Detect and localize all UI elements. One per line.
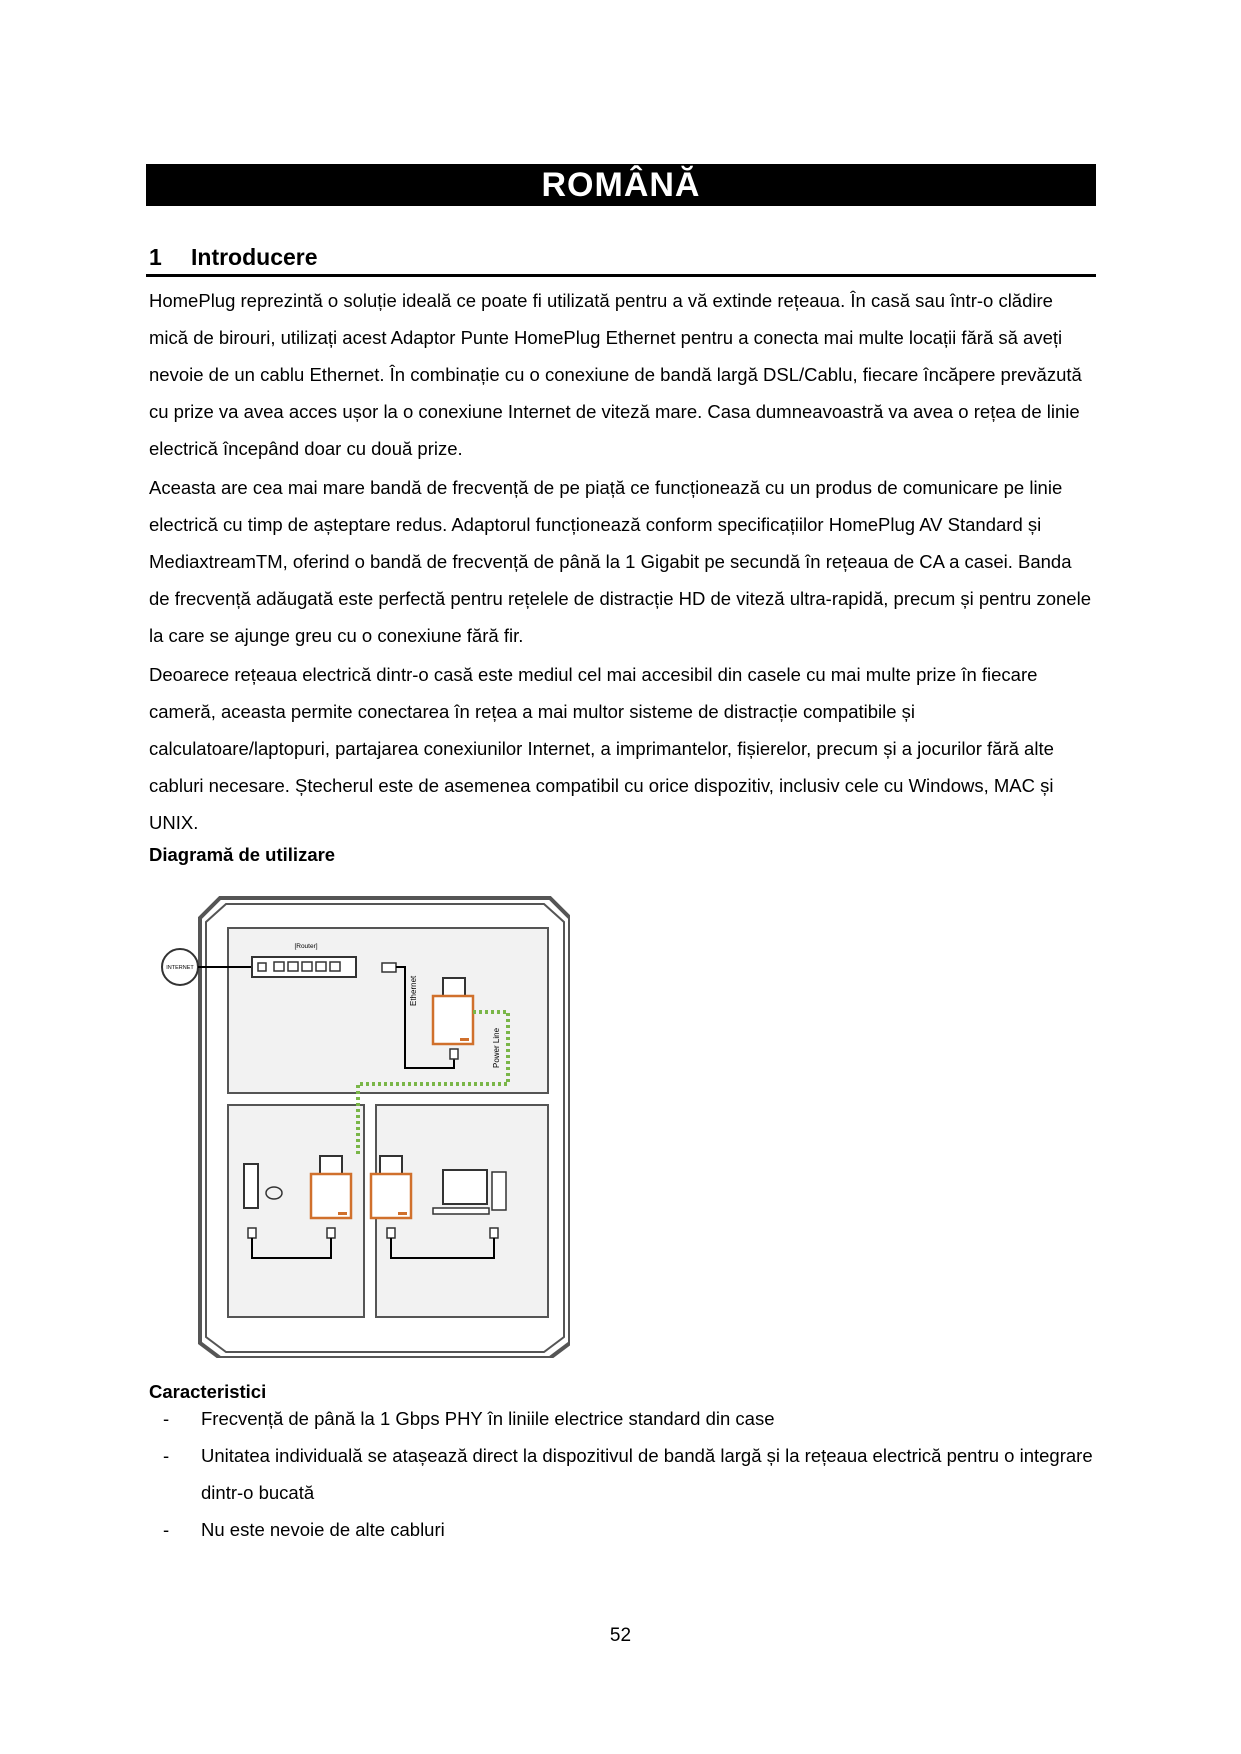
plug-icon-top [450,1049,458,1059]
list-item-text: Unitatea individuală se atașează direct la dispozitivul de bandă largă și la rețeaua electrică pentru o integrare dintr-o bucată [201,1445,1093,1503]
section-heading [149,242,1094,272]
router-label: [Router] [294,943,318,950]
list-bullet: - [163,1445,170,1466]
ethernet-label: Ethernet [409,975,418,1006]
list-bullet: - [163,1519,170,1540]
intro-paragraph-1: HomePlug reprezintă o soluție ideală ce poate fi utilizată pentru a vă extinde rețeaua. În casă sau într-o clădire mică de birouri, utilizați acest Adaptor Punte HomePlug Ethernet pentru a conecta mai multe locații fără să aveți nevoie de un cablu Ethernet. În combinație cu o conexiune de bandă largă DSL/Cablu, fiecare încăpere prevăzută cu prize va avea acces ușor la o conexiune Internet de viteză mare. Casa dumneavoastră va avea o rețea de linie electrică începând doar cu două prize. [149,290,1082,459]
plug-icon-left-a [248,1228,256,1238]
adapter-right [371,1174,411,1218]
powerline-label: Power Line [492,1027,501,1068]
list-item [149,1511,1097,1548]
internet-label: INTERNET [166,965,194,971]
ethernet-plug-icon [382,963,396,972]
section-title: Introducere [191,244,318,270]
computer-monitor-icon [443,1170,487,1204]
language-title-banner: ROMÂNĂ [146,164,1096,206]
intro-paragraph-3: Deoarece rețeaua electrică dintr-o casă este mediul cel mai accesibil din casele cu mai multe prize în fiecare cameră, aceasta permite conectarea în rețea a mai multor sisteme de distracție compatibile și calculatoare/laptopuri, partajarea conexiunilor Internet, a imprimantelor, fișierelor, precum și a jocurilor fără alte cabluri necesare. Ștecherul este de asemenea compatibil cu orice dispozitiv, inclusiv cele cu Windows, MAC și UNIX. [149,664,1054,833]
usage-diagram [140,888,570,1358]
section-number: 1 [149,244,162,270]
list-item-text: Frecvență de până la 1 Gbps PHY în liniile electrice standard din case [201,1408,775,1429]
list-item [149,1400,1097,1437]
page-number: 52 [609,1625,632,1646]
features-list [149,1400,1097,1548]
game-console-icon [244,1164,258,1208]
section-divider [146,274,1096,277]
features-heading: Caracteristici [149,1381,267,1402]
intro-paragraph-2: Aceasta are cea mai mare bandă de frecvență de pe piață ce funcționează cu un produs de comunicare pe linie electrică cu timp de așteptare redus. Adaptorul funcționează conform specificațiilor HomePlug AV Standard și MediaxtreamTM, oferind o bandă de frecvență de până la 1 Gigabit pe secundă în rețeaua de CA a casei. Banda de frecvență adăugată este perfectă pentru rețelele de distracție HD de viteză ultra-rapidă, precum și pentru zonele la care se ajunge greu cu o conexiune fără fir. [149,477,1091,646]
plug-icon-right-b [490,1228,498,1238]
adapter-left [311,1174,351,1218]
adapter-top [433,996,473,1044]
intro-body [149,282,1097,843]
list-bullet: - [163,1408,170,1429]
list-item-text: Nu este nevoie de alte cabluri [201,1519,445,1540]
list-item [149,1437,1097,1511]
computer-tower-icon [492,1172,506,1210]
plug-icon-left-b [327,1228,335,1238]
plug-icon-right-a [387,1228,395,1238]
diagram-heading: Diagramă de utilizare [149,844,336,865]
